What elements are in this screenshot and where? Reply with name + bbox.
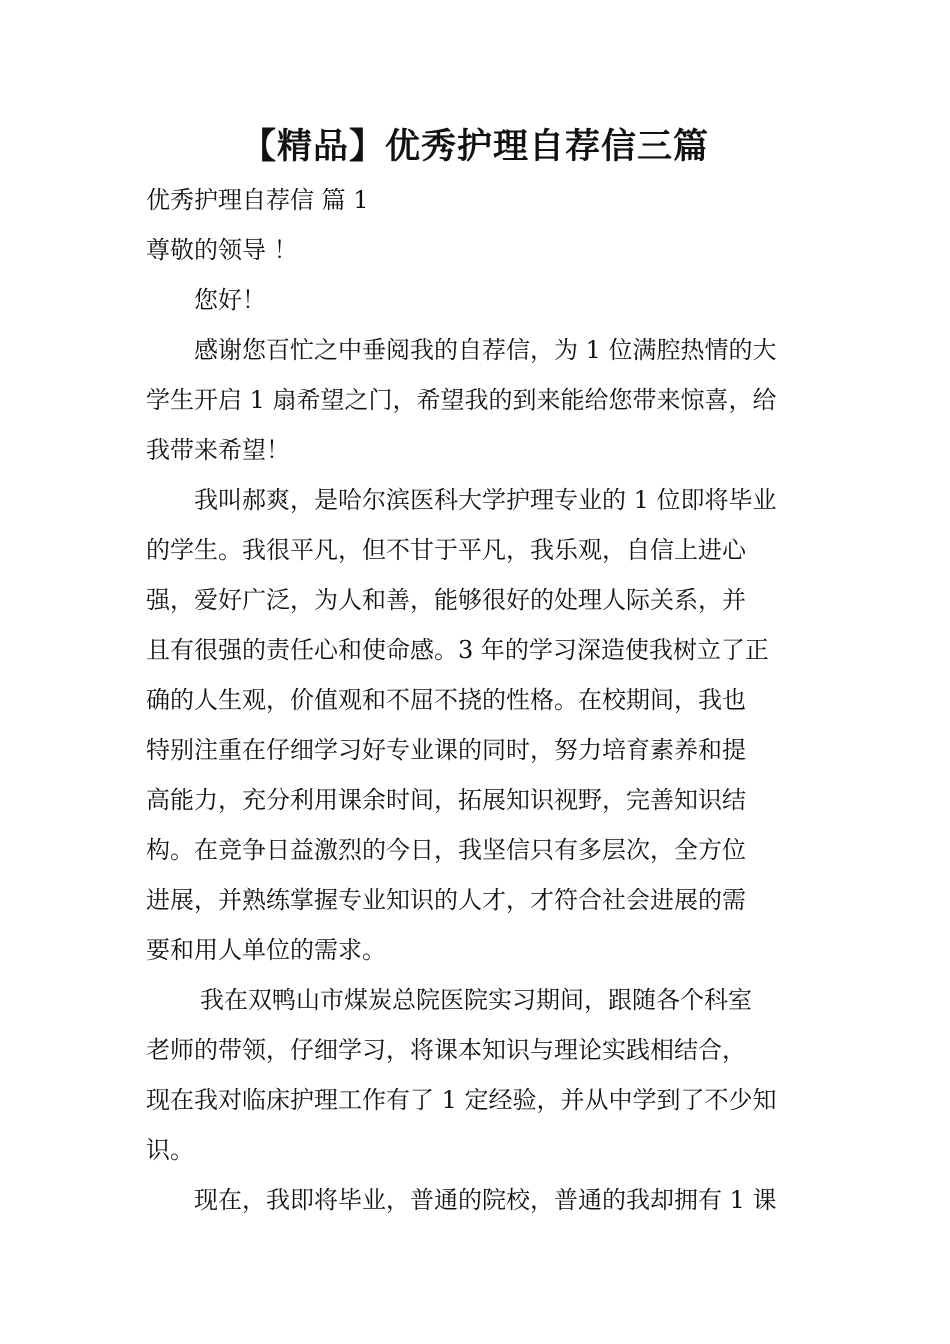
paragraph-line: 要和用人单位的需求。 bbox=[146, 936, 386, 964]
paragraph-line: 且有很强的责任心和使命感。3 年的学习深造使我树立了正 bbox=[146, 636, 769, 664]
paragraph-line: 现在我对临床护理工作有了 1 定经验，并从中学到了不少知 bbox=[146, 1086, 777, 1114]
paragraph-line: 高能力，充分利用课余时间，拓展知识视野，完善知识结 bbox=[146, 786, 746, 814]
paragraph-line: 确的人生观，价值观和不屈不挠的性格。在校期间，我也 bbox=[146, 686, 746, 714]
paragraph-line: 我带来希望！ bbox=[146, 436, 290, 464]
paragraph-line: 识。 bbox=[146, 1136, 194, 1164]
paragraph-line: 进展，并熟练掌握专业知识的人才，才符合社会进展的需 bbox=[146, 886, 746, 914]
paragraph-line: 学生开启 1 扇希望之门，希望我的到来能给您带来惊喜，给 bbox=[146, 386, 777, 414]
paragraph-line: 现在，我即将毕业，普通的院校，普通的我却拥有 1 课 bbox=[194, 1186, 777, 1214]
paragraph-line: 特别注重在仔细学习好专业课的同时，努力培育素养和提 bbox=[146, 736, 746, 764]
salutation: 尊敬的领导 ！ bbox=[146, 236, 298, 264]
greeting: 您好！ bbox=[194, 286, 266, 314]
section-heading: 优秀护理自荐信 篇 1 bbox=[146, 186, 369, 214]
paragraph-line: 构。在竞争日益激烈的今日，我坚信只有多层次，全方位 bbox=[146, 836, 746, 864]
paragraph-line: 强，爱好广泛，为人和善，能够很好的处理人际关系，并 bbox=[146, 586, 746, 614]
paragraph-line: 的学生。我很平凡，但不甘于平凡，我乐观，自信上进心 bbox=[146, 536, 746, 564]
document-title: 【精品】优秀护理自荐信三篇 bbox=[240, 127, 709, 167]
paragraph-line: 老师的带领，仔细学习，将课本知识与理论实践相结合， bbox=[146, 1036, 746, 1064]
paragraph-line: 我在双鸭山市煤炭总院医院实习期间，跟随各个科室 bbox=[200, 986, 752, 1014]
paragraph-line: 感谢您百忙之中垂阅我的自荐信，为 1 位满腔热情的大 bbox=[194, 336, 777, 364]
paragraph-line: 我叫郝爽，是哈尔滨医科大学护理专业的 1 位即将毕业 bbox=[194, 486, 777, 514]
